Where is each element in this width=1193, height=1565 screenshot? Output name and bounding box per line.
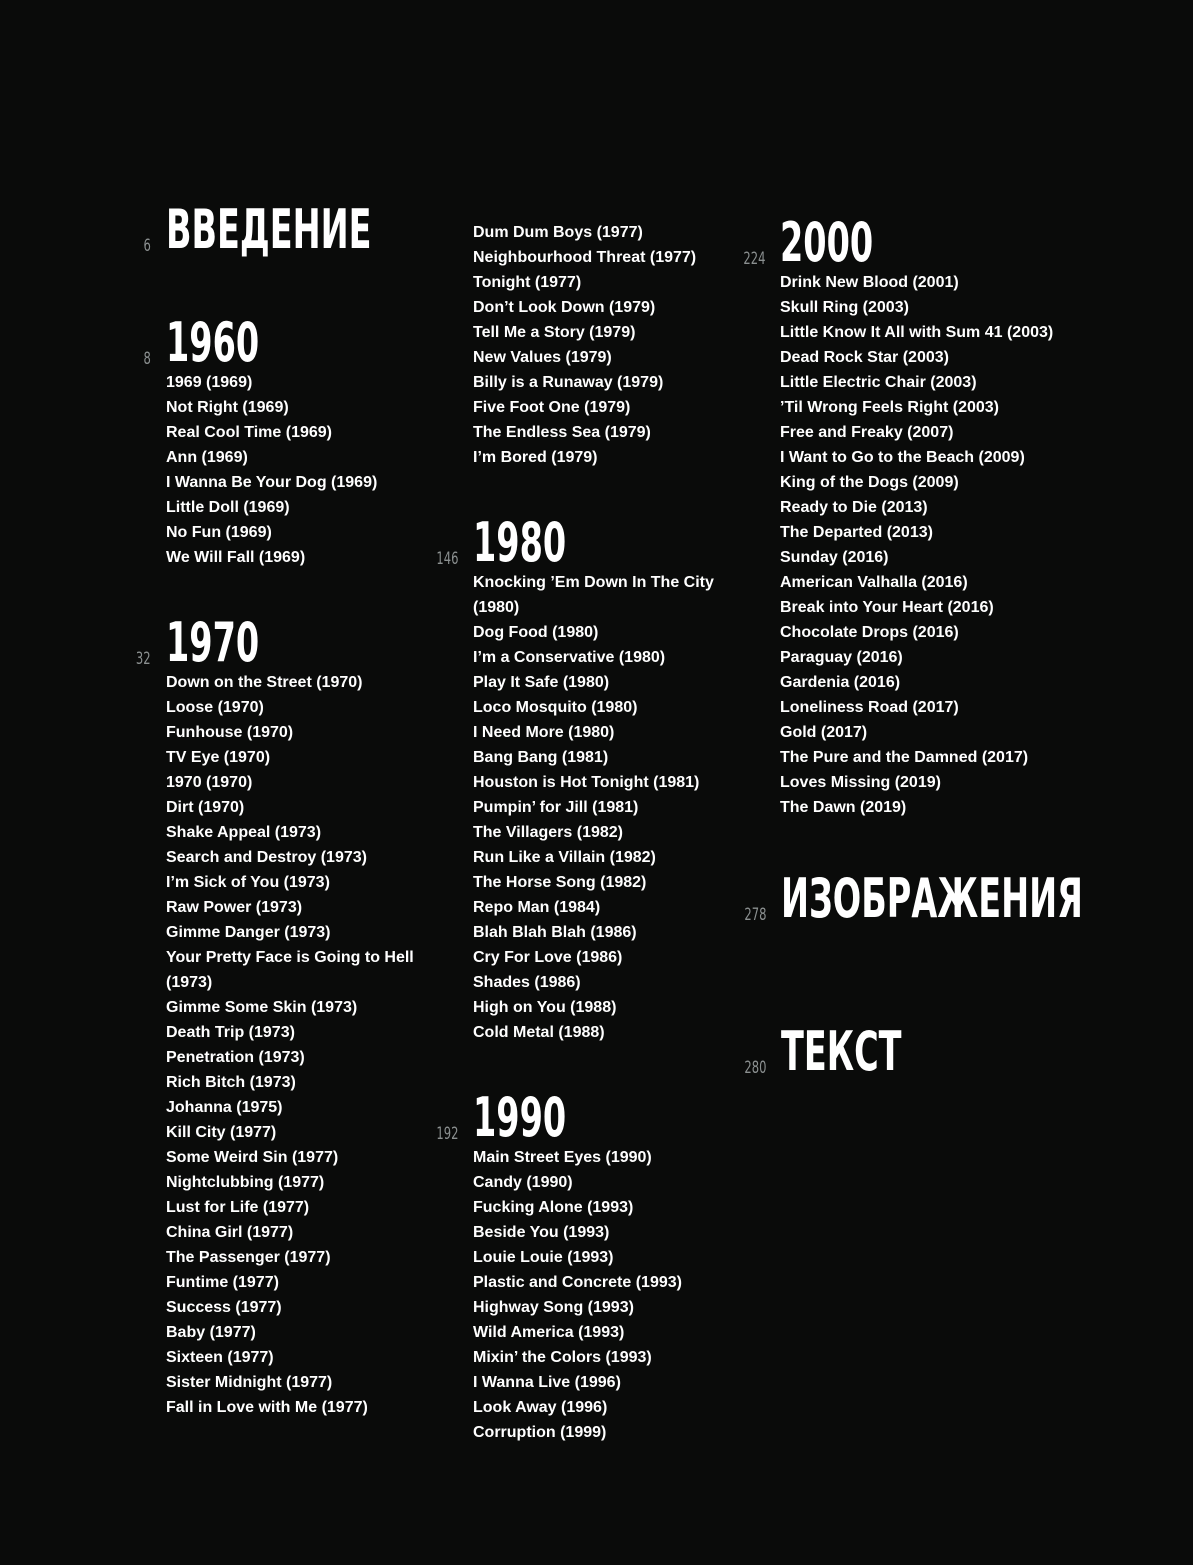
toc-section-1980	[435, 511, 773, 1045]
track-item: Funhouse (1970)	[166, 724, 294, 741]
track-list	[166, 670, 466, 1420]
track-item: Pumpin’ for Jill (1981)	[473, 799, 639, 816]
track-item: TV Eye (1970)	[166, 749, 271, 766]
page-number: 6	[143, 236, 151, 256]
track-item: China Girl (1977)	[166, 1224, 294, 1241]
track-item: The Endless Sea (1979)	[473, 424, 651, 441]
track-item: Neighbourhood Threat (1977)	[473, 249, 697, 266]
track-item: Houston is Hot Tonight (1981)	[473, 774, 700, 791]
track-item: Success (1977)	[166, 1299, 282, 1316]
track-item: The Departed (2013)	[780, 524, 933, 541]
track-item: Some Weird Sin (1977)	[166, 1149, 339, 1166]
track-item: I’m a Conservative (1980)	[473, 649, 666, 666]
section-heading	[143, 198, 466, 261]
track-item: High on You (1988)	[473, 999, 617, 1016]
track-item: Fucking Alone (1993)	[473, 1199, 634, 1216]
section-heading	[743, 867, 1083, 930]
track-item: Paraguay (2016)	[780, 649, 903, 666]
track-item: Dum Dum Boys (1977)	[473, 224, 643, 241]
track-item: Repo Man (1984)	[473, 899, 601, 916]
track-item: Gardenia (2016)	[780, 674, 901, 691]
track-item: Break into Your Heart (2016)	[780, 599, 994, 616]
track-item: I’m Bored (1979)	[473, 449, 598, 466]
track-item: Fall in Love with Me (1977)	[166, 1399, 368, 1416]
track-item: Plastic and Concrete (1993)	[473, 1274, 682, 1291]
track-item: Not Right (1969)	[166, 399, 289, 416]
track-item: Chocolate Drops (2016)	[780, 624, 959, 641]
track-item: No Fun (1969)	[166, 524, 272, 541]
section-title: 1970	[166, 611, 260, 674]
page-number: 224	[742, 249, 765, 269]
section-title: 1980	[473, 511, 567, 574]
track-item: American Valhalla (2016)	[780, 574, 968, 591]
track-item: Drink New Blood (2001)	[780, 274, 959, 291]
track-item: Main Street Eyes (1990)	[473, 1149, 652, 1166]
track-item: Shades (1986)	[473, 974, 581, 991]
section-heading	[743, 1020, 1081, 1083]
toc-section-1970	[136, 611, 466, 1420]
track-item: Highway Song (1993)	[473, 1299, 634, 1316]
track-item: Look Away (1996)	[473, 1399, 608, 1416]
page-number: 192	[435, 1124, 458, 1144]
toc-section-intro	[143, 198, 466, 261]
track-item: Mixin’ the Colors (1993)	[473, 1349, 652, 1366]
section-title: ИЗОБРАЖЕНИЯ	[781, 867, 1083, 930]
toc-section-images	[743, 867, 1083, 930]
track-list	[780, 270, 1080, 820]
track-item: I Need More (1980)	[473, 724, 615, 741]
track-item: Little Know It All with Sum 41 (2003)	[780, 324, 1054, 341]
track-item: Wild America (1993)	[473, 1324, 625, 1341]
section-heading	[742, 211, 1080, 274]
section-title: 2000	[780, 211, 874, 274]
track-item: Gimme Some Skin (1973)	[166, 999, 358, 1016]
track-item: Tonight (1977)	[473, 274, 582, 291]
track-item: The Pure and the Damned (2017)	[780, 749, 1029, 766]
track-item: Knocking ’Em Down In The City (1980)	[473, 574, 714, 616]
track-item: King of the Dogs (2009)	[780, 474, 959, 491]
track-item: Dirt (1970)	[166, 799, 245, 816]
page-number: 8	[143, 349, 151, 369]
track-item: The Horse Song (1982)	[473, 874, 647, 891]
track-item: Dog Food (1980)	[473, 624, 599, 641]
track-item: ’Til Wrong Feels Right (2003)	[780, 399, 999, 416]
track-item: Billy is a Runaway (1979)	[473, 374, 664, 391]
track-item: Your Pretty Face is Going to Hell (1973)	[166, 949, 414, 991]
track-item: Five Foot One (1979)	[473, 399, 631, 416]
track-item: Little Electric Chair (2003)	[780, 374, 977, 391]
track-item: Sunday (2016)	[780, 549, 889, 566]
section-heading	[435, 511, 773, 574]
section-title: 1960	[166, 311, 260, 374]
toc-section-1990	[435, 1086, 773, 1445]
track-item: The Villagers (1982)	[473, 824, 623, 841]
track-item: Death Trip (1973)	[166, 1024, 295, 1041]
toc-section-text	[743, 1020, 1081, 1083]
track-item: Loco Mosquito (1980)	[473, 699, 638, 716]
track-item: Bang Bang (1981)	[473, 749, 609, 766]
track-item: Gimme Danger (1973)	[166, 924, 331, 941]
section-title: ВВЕДЕНИЕ	[166, 198, 372, 261]
track-item: Louie Louie (1993)	[473, 1249, 614, 1266]
page-number: 146	[435, 549, 458, 569]
section-title: 1990	[473, 1086, 567, 1149]
track-item: Search and Destroy (1973)	[166, 849, 367, 866]
toc-section-1970-continued	[473, 220, 773, 470]
track-item: Loves Missing (2019)	[780, 774, 941, 791]
track-item: Skull Ring (2003)	[780, 299, 909, 316]
track-item: Nightclubbing (1977)	[166, 1174, 325, 1191]
track-item: I’m Sick of You (1973)	[166, 874, 330, 891]
track-item: Raw Power (1973)	[166, 899, 303, 916]
track-item: Rich Bitch (1973)	[166, 1074, 296, 1091]
track-item: Loose (1970)	[166, 699, 264, 716]
track-item: Loneliness Road (2017)	[780, 699, 959, 716]
track-item: 1969 (1969)	[166, 374, 253, 391]
toc-section-1960	[143, 311, 466, 570]
track-item: Free and Freaky (2007)	[780, 424, 954, 441]
track-list	[473, 570, 773, 1045]
section-heading	[143, 311, 466, 374]
track-item: I Wanna Live (1996)	[473, 1374, 621, 1391]
page-number: 280	[743, 1058, 766, 1078]
track-item: Sixteen (1977)	[166, 1349, 274, 1366]
section-heading	[136, 611, 466, 674]
track-item: Shake Appeal (1973)	[166, 824, 322, 841]
track-item: Run Like a Villain (1982)	[473, 849, 656, 866]
track-item: New Values (1979)	[473, 349, 612, 366]
track-list	[473, 220, 773, 470]
section-title: ТЕКСТ	[781, 1020, 902, 1083]
track-item: I Wanna Be Your Dog (1969)	[166, 474, 378, 491]
track-item: Gold (2017)	[780, 724, 868, 741]
track-item: We Will Fall (1969)	[166, 549, 306, 566]
track-item: Beside You (1993)	[473, 1224, 610, 1241]
toc-section-2000	[742, 211, 1080, 820]
page-number: 32	[136, 649, 151, 669]
track-item: Little Doll (1969)	[166, 499, 290, 516]
track-item: 1970 (1970)	[166, 774, 253, 791]
track-item: Kill City (1977)	[166, 1124, 277, 1141]
track-item: Penetration (1973)	[166, 1049, 305, 1066]
track-item: Down on the Street (1970)	[166, 674, 363, 691]
track-item: Corruption (1999)	[473, 1424, 607, 1441]
track-item: Johanna (1975)	[166, 1099, 283, 1116]
section-heading	[435, 1086, 773, 1149]
page-number: 278	[743, 905, 766, 925]
track-item: Lust for Life (1977)	[166, 1199, 310, 1216]
track-item: I Want to Go to the Beach (2009)	[780, 449, 1025, 466]
track-item: Sister Midnight (1977)	[166, 1374, 333, 1391]
track-item: Play It Safe (1980)	[473, 674, 610, 691]
track-item: Dead Rock Star (2003)	[780, 349, 949, 366]
track-item: Don’t Look Down (1979)	[473, 299, 656, 316]
track-item: Cry For Love (1986)	[473, 949, 623, 966]
track-item: The Dawn (2019)	[780, 799, 907, 816]
track-item: Candy (1990)	[473, 1174, 573, 1191]
track-item: Tell Me a Story (1979)	[473, 324, 636, 341]
track-item: The Passenger (1977)	[166, 1249, 331, 1266]
track-item: Ready to Die (2013)	[780, 499, 928, 516]
track-item: Funtime (1977)	[166, 1274, 279, 1291]
track-list	[166, 370, 466, 570]
track-item: Blah Blah Blah (1986)	[473, 924, 637, 941]
track-item: Cold Metal (1988)	[473, 1024, 605, 1041]
track-item: Ann (1969)	[166, 449, 248, 466]
track-item: Baby (1977)	[166, 1324, 256, 1341]
track-item: Real Cool Time (1969)	[166, 424, 332, 441]
track-list	[473, 1145, 773, 1445]
